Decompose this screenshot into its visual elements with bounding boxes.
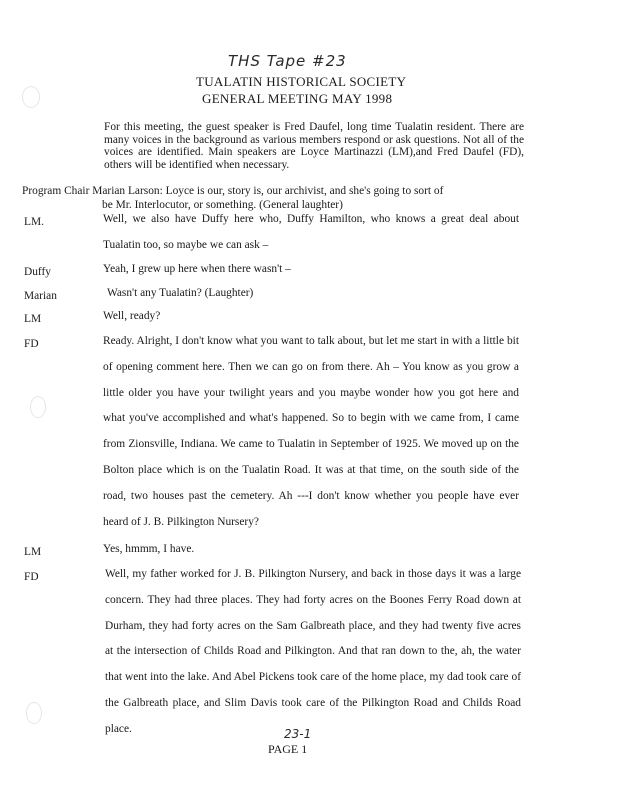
punch-hole-top xyxy=(22,86,40,108)
program-chair-speaker: Program Chair Marian Larson: xyxy=(22,185,163,197)
program-chair-text-rest: be Mr. Interlocutor, or something. (General laughter) xyxy=(102,198,343,211)
handwritten-tape-label: THS Tape #23 xyxy=(228,52,347,70)
speaker-label: LM xyxy=(24,546,42,558)
speaker-label: FD xyxy=(24,338,39,350)
page-number: PAGE 1 xyxy=(268,742,308,756)
punch-hole-middle xyxy=(30,396,46,418)
punch-hole-bottom xyxy=(26,702,42,724)
turn-text: Yes, hmmm, I have. xyxy=(103,543,195,555)
speaker-label: LM xyxy=(24,313,42,325)
speaker-label: Marian xyxy=(24,290,57,302)
society-heading: TUALATIN HISTORICAL SOCIETY xyxy=(196,74,407,89)
turn-text: Wasn't any Tualatin? (Laughter) xyxy=(107,287,254,299)
speaker-label: FD xyxy=(24,571,39,583)
handwritten-page-code: 23-1 xyxy=(284,727,312,741)
program-chair-text-first: Loyce is our, story is, our archivist, and she's going to sort of xyxy=(165,185,444,197)
turn-text: Well, we also have Duffy here who, Duffy Hamilton, who knows a great deal about Tualatin too, so maybe we can ask – xyxy=(103,213,519,251)
turn-text: Yeah, I grew up here when there wasn't – xyxy=(103,263,291,275)
speaker-label: LM. xyxy=(24,216,44,228)
turn-text: Well, my father worked for J. B. Pilkington Nursery, and back in those days it was a large concern. They had three places. They had forty acres on the Boones Ferry Road down at Durham, they had forty acres on the Sam Galbreath place, and they had twenty five acres at the intersection of Childs Road and Pilkington. And that ran down to the, ah, the water that went into the lake. And Abel Pickens took care of the home place, my dad took care of the Galbreath place, and Slim Davis took care of the Pilkington Road and Childs Road place. xyxy=(105,568,521,735)
turn-text: Ready. Alright, I don't know what you want to talk about, but let me start in with a little bit of opening comment here. Then we can go on from there. Ah – You know as you grow a little older you have your twilight years and you maybe wonder how you got here and what you've accomplished and what's happened. So to begin with we came from, I came from Zionsville, Indiana. We came to Tualatin in September of 1925. We moved up on the Bolton place which is on the Tualatin Road. It was at that time, on the south side of the road, two houses past the cemetery. Ah ---I don't know whether you people have ever heard of J. B. Pilkington Nursery? xyxy=(103,335,519,528)
speaker-label: Duffy xyxy=(24,266,51,278)
intro-paragraph: For this meeting, the guest speaker is Fred Daufel, long time Tualatin resident. There are many voices in the background as various members respond or ask questions. Not all of the voices are identified. Main speakers are Loyce Martinazzi (LM),and Fred Daufel (FD), others will be identified when necessary. xyxy=(104,121,524,171)
turn-text: Well, ready? xyxy=(103,310,161,322)
meeting-heading: GENERAL MEETING MAY 1998 xyxy=(202,91,393,106)
